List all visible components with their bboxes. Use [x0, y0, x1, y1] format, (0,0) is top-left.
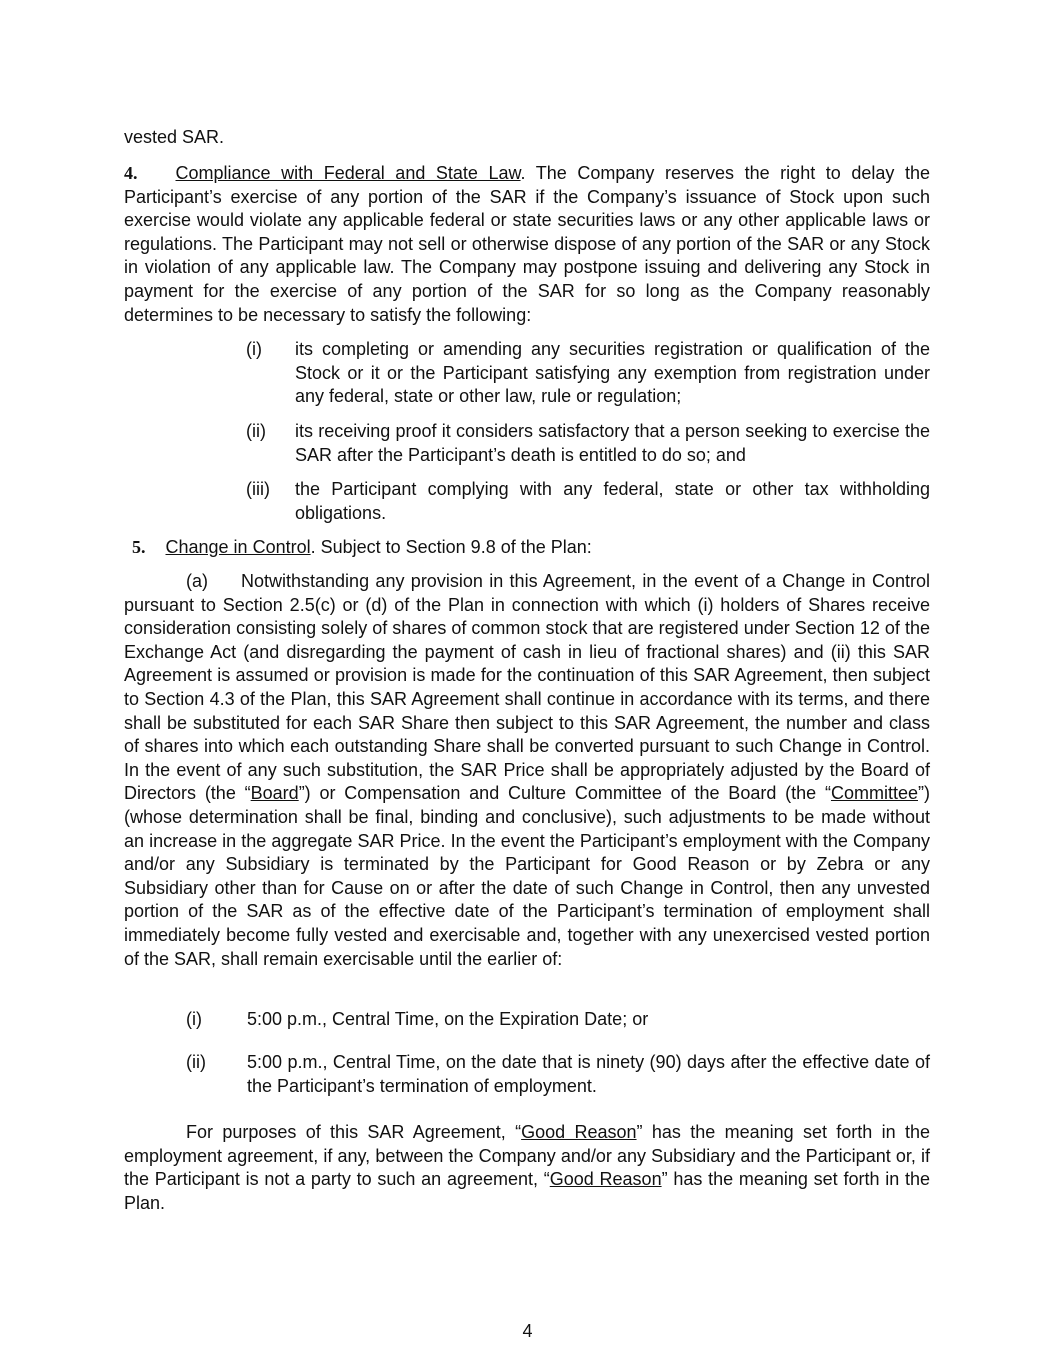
board-term: Board [250, 783, 299, 804]
item-text: 5:00 p.m., Central Time, on the Expiration Date; or [247, 1009, 649, 1029]
section-5-heading-line [132, 536, 930, 560]
item-number: (iii) [246, 479, 270, 499]
section-5a-text-3: ”) (whose determination shall be final, binding and conclusive), such adjustments to be made without an increase in the aggregate SAR Price. In the event the Participant’s employment with the Company and/or any Subsidiary is terminated by the Participant for Good Reason or by Zebra or any Subsidiary other than for Cause on or after the date of such Change in Control, then any unvested portion of the SAR as of the effective date of the Participant’s termination of employment shall immediately become fully vested and exercisable and, together with any unexercised vested portion of the SAR, shall remain exercisable until the earlier of: [124, 783, 930, 969]
carryover-text: vested SAR. [124, 127, 225, 147]
good-reason-text-1: For purposes of this SAR Agreement, “ [186, 1122, 522, 1142]
good-reason-term-2: Good Reason [549, 1169, 662, 1190]
item-number: (ii) [246, 421, 266, 441]
section-5a-label: (a) [186, 571, 208, 591]
item-text: its completing or amending any securities registration or qualification of the Stock or it or the Participant satisfying any exemption from registration under any federal, state or other law, rule or regulation; [295, 339, 930, 407]
section-4-body: . The Company reserves the right to delay the Participant’s exercise of any portion of the SAR if the Company’s issuance of Stock upon such exercise would violate any applicable federal or state securities laws or any other applicable laws or regulations. The Participant may not sell or otherwise dispose of any portion of the SAR or any Stock in violation of any applicable law. The Company may postpone issuing and delivering any Stock in payment for the exercise of any portion of the SAR for so long as the Company reasonably determines to be necessary to satisfy the following: [124, 163, 930, 325]
item-number: (i) [246, 339, 262, 359]
good-reason-text-2: ” has the meaning set forth in the employment agreement, if any, between the Company and/or any Subsidiary and the Participant or, if the Participant is not a party to such an agreement, “ [124, 1122, 931, 1190]
section-5a-text-1: Notwithstanding any provision in this Agreement, in the event of a Change in Control pursuant to Section 2.5(c) or (d) of the Plan in connection with which (i) holders of Shares receive consideration consisting solely of shares of common stock that are registered under Section 12 of the Exchange Act (and disregarding the payment of cash in lieu of fractional shares) and (ii) this SAR Agreement is assumed or provision is made for the continuation of this SAR Agreement, then subject to Section 4.3 of the Plan, this SAR Agreement shall continue in accordance with its terms, and there shall be substituted for each SAR Share then subject to this SAR Agreement, the number and class of shares into which each outstanding Share shall be converted pursuant to such Change in Control. In the event of any such substitution, the SAR Price shall be appropriately adjusted by the Board of Directors (the “ [124, 571, 930, 804]
section-5-heading-suffix: . Subject to Section 9.8 of the Plan: [310, 537, 592, 557]
section-5-number: 5. [132, 537, 146, 557]
good-reason-text-3: ” has the meaning set forth in the Plan. [124, 1169, 930, 1213]
item-number: (i) [186, 1009, 202, 1029]
section-4-heading: Compliance with Federal and State Law [175, 163, 521, 183]
item-text: its receiving proof it considers satisfactory that a person seeking to exercise the SAR after the Participant’s death is entitled to do so; and [295, 421, 930, 465]
section-4-number: 4. [124, 163, 138, 183]
section-4-paragraph [124, 162, 930, 327]
good-reason-term-1: Good Reason [521, 1122, 637, 1142]
section-5a-text-2: ”) or Compensation and Culture Committee of the Board (the “ [298, 783, 831, 804]
item-text: 5:00 p.m., Central Time, on the date that is ninety (90) days after the effective date of the Participant’s termination of employment. [247, 1052, 930, 1096]
item-number: (ii) [186, 1052, 206, 1072]
page-number: 4 [522, 1321, 533, 1341]
section-5a-paragraph [124, 570, 930, 971]
good-reason-paragraph [124, 1121, 930, 1215]
item-text: the Participant complying with any federal, state or other tax withholding obligations. [295, 479, 930, 523]
committee-term: Committee [830, 783, 918, 804]
section-5-heading: Change in Control [165, 537, 311, 557]
